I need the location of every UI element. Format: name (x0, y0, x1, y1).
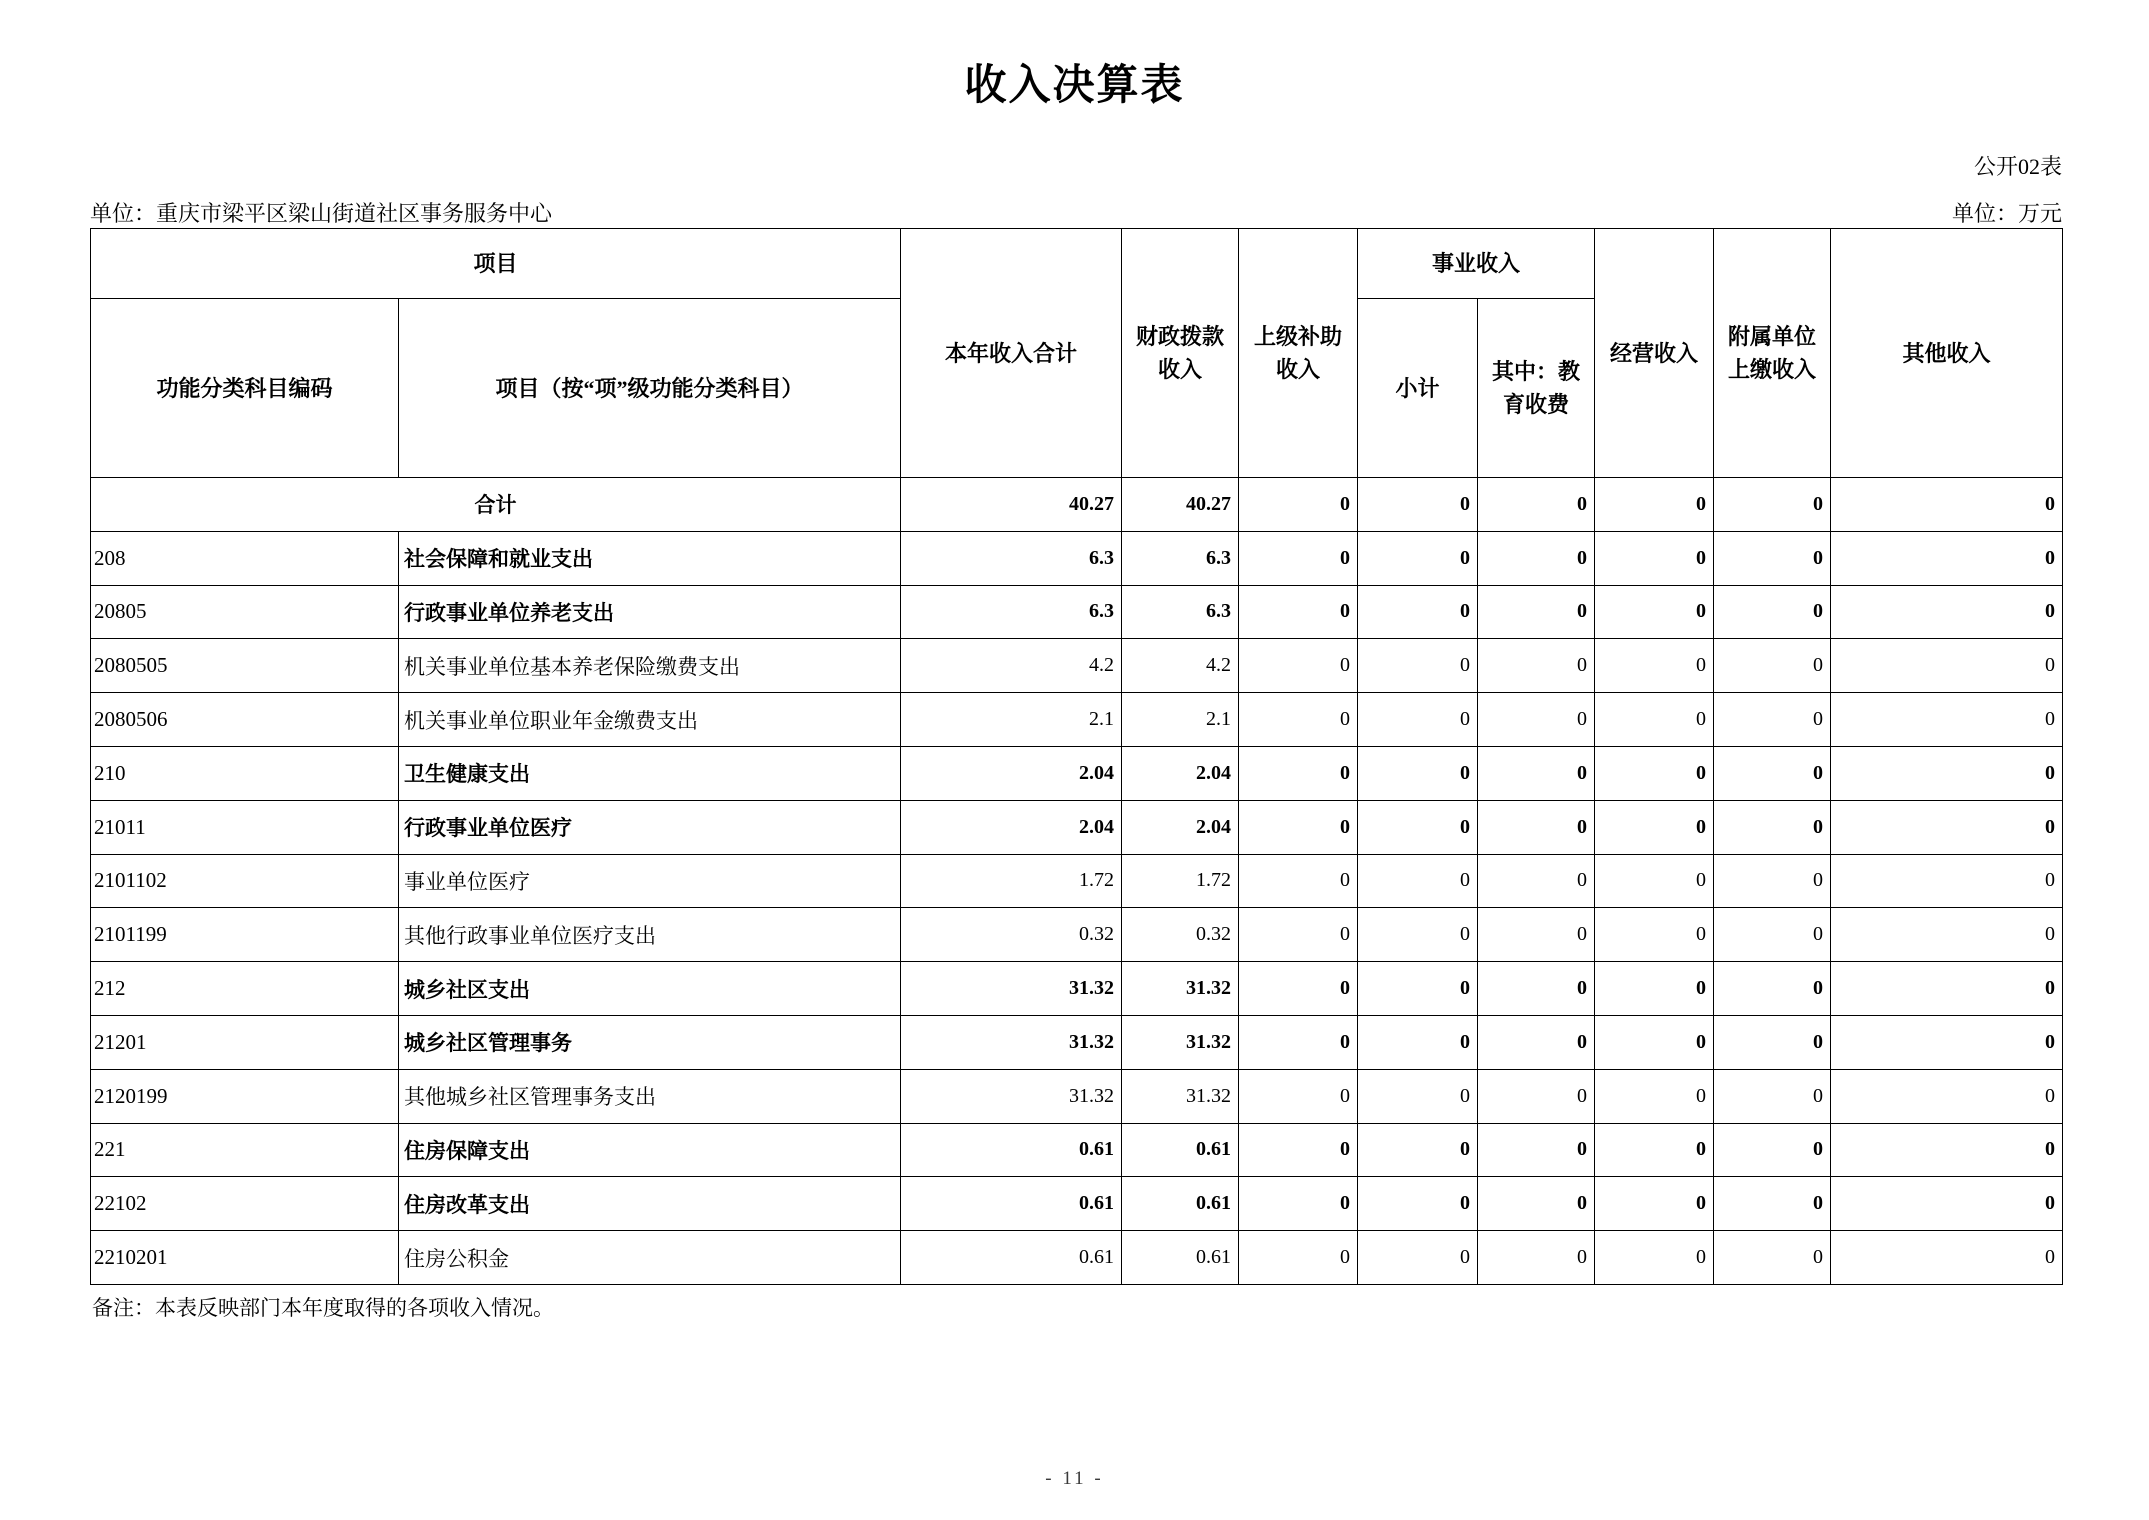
row-value: 2.04 (901, 800, 1122, 854)
row-value: 0 (1358, 531, 1478, 585)
row-value: 0 (1831, 585, 2063, 639)
income-final-accounts-table (90, 228, 2063, 1285)
table-row (91, 908, 2063, 962)
header-item-name: 项目（按“项”级功能分类科目） (399, 299, 901, 478)
row-value: 0 (1831, 800, 2063, 854)
row-value: 0 (1478, 478, 1595, 532)
row-value: 0 (1831, 1123, 2063, 1177)
row-value: 0 (1831, 639, 2063, 693)
row-name: 住房改革支出 (399, 1177, 901, 1231)
row-name: 住房保障支出 (399, 1123, 901, 1177)
row-value: 0 (1478, 854, 1595, 908)
table-row (91, 531, 2063, 585)
row-value: 2.1 (1122, 693, 1239, 747)
row-value: 0 (1239, 908, 1358, 962)
row-value: 0.61 (901, 1123, 1122, 1177)
row-value: 0 (1595, 585, 1714, 639)
row-value: 2.04 (901, 746, 1122, 800)
currency-unit-label: 单位：万元 (1951, 201, 2062, 226)
row-value: 0 (1358, 854, 1478, 908)
row-code: 2101102 (91, 854, 399, 908)
row-value: 0 (1239, 1177, 1358, 1231)
row-value: 0 (1239, 693, 1358, 747)
row-name: 行政事业单位养老支出 (399, 585, 901, 639)
row-value: 0 (1831, 1231, 2063, 1285)
row-name: 城乡社区管理事务 (399, 1015, 901, 1069)
row-code: 212 (91, 962, 399, 1016)
row-code: 221 (91, 1123, 399, 1177)
table-row (91, 1015, 2063, 1069)
row-value: 0 (1714, 908, 1831, 962)
row-value: 0 (1478, 693, 1595, 747)
row-value: 0 (1358, 746, 1478, 800)
header-total-income: 本年收入合计 (901, 229, 1122, 478)
table-row (91, 1123, 2063, 1177)
row-value: 0 (1239, 800, 1358, 854)
row-value: 0 (1595, 1177, 1714, 1231)
row-value: 0 (1478, 1177, 1595, 1231)
row-value: 0 (1831, 693, 2063, 747)
row-value: 2.04 (1122, 746, 1239, 800)
row-value: 0 (1239, 585, 1358, 639)
row-value: 0 (1358, 478, 1478, 532)
header-function-code: 功能分类科目编码 (91, 299, 399, 478)
row-value: 0 (1478, 962, 1595, 1016)
row-value: 2.04 (1122, 800, 1239, 854)
row-value: 0 (1478, 585, 1595, 639)
row-value: 0 (1358, 639, 1478, 693)
row-value: 0 (1595, 531, 1714, 585)
row-value: 0 (1714, 531, 1831, 585)
row-value: 0 (1358, 1177, 1478, 1231)
row-total-label: 合计 (91, 478, 901, 532)
page-title: 收入决算表 (964, 63, 1185, 109)
row-value: 0 (1595, 1069, 1714, 1123)
row-value: 0 (1831, 746, 2063, 800)
row-name: 机关事业单位职业年金缴费支出 (399, 693, 901, 747)
row-value: 1.72 (1122, 854, 1239, 908)
row-value: 0 (1595, 478, 1714, 532)
row-value: 0 (1239, 531, 1358, 585)
row-value: 0 (1714, 478, 1831, 532)
row-value: 40.27 (1122, 478, 1239, 532)
row-value: 0 (1478, 1015, 1595, 1069)
header-subtotal: 小计 (1358, 299, 1478, 478)
row-value: 0 (1595, 639, 1714, 693)
row-value: 0 (1595, 800, 1714, 854)
row-value: 0 (1358, 908, 1478, 962)
row-name: 行政事业单位医疗 (399, 800, 901, 854)
table-row (91, 854, 2063, 908)
header-fiscal-appropriation: 财政拨款收入 (1122, 229, 1239, 478)
table-code-label: 公开02表 (1973, 154, 2062, 179)
row-value: 0 (1714, 1177, 1831, 1231)
row-value: 6.3 (901, 585, 1122, 639)
row-value: 0 (1478, 1123, 1595, 1177)
row-value: 0.61 (1122, 1177, 1239, 1231)
row-value: 0 (1714, 1123, 1831, 1177)
row-value: 6.3 (1122, 531, 1239, 585)
row-code: 2120199 (91, 1069, 399, 1123)
row-value: 31.32 (1122, 962, 1239, 1016)
row-value: 0 (1714, 639, 1831, 693)
row-value: 0 (1239, 1123, 1358, 1177)
row-value: 31.32 (1122, 1069, 1239, 1123)
row-value: 0 (1478, 800, 1595, 854)
header-education-fee: 其中：教育收费 (1478, 299, 1595, 478)
row-value: 0 (1478, 1231, 1595, 1285)
row-value: 0 (1478, 908, 1595, 962)
row-value: 31.32 (901, 1015, 1122, 1069)
row-value: 0 (1239, 1231, 1358, 1285)
footnote: 备注：本表反映部门本年度取得的各项收入情况。 (92, 1296, 554, 1320)
row-value: 2.1 (901, 693, 1122, 747)
table-row (91, 639, 2063, 693)
row-value: 0.32 (1122, 908, 1239, 962)
row-value: 0 (1714, 854, 1831, 908)
header-superior-subsidy: 上级补助收入 (1239, 229, 1358, 478)
header-business-income-group: 事业收入 (1358, 229, 1595, 299)
row-code: 21201 (91, 1015, 399, 1069)
row-name: 社会保障和就业支出 (399, 531, 901, 585)
row-value: 0 (1831, 478, 2063, 532)
row-value: 31.32 (901, 962, 1122, 1016)
row-value: 31.32 (1122, 1015, 1239, 1069)
row-value: 0 (1358, 1123, 1478, 1177)
row-value: 0 (1831, 1177, 2063, 1231)
row-name: 城乡社区支出 (399, 962, 901, 1016)
row-code: 210 (91, 746, 399, 800)
row-value: 0 (1478, 531, 1595, 585)
row-value: 0 (1358, 800, 1478, 854)
row-value: 0 (1239, 746, 1358, 800)
row-value: 40.27 (901, 478, 1122, 532)
row-value: 0 (1595, 1231, 1714, 1285)
table-row (91, 478, 2063, 532)
meta-row (90, 197, 2062, 228)
row-value: 0 (1595, 746, 1714, 800)
row-value: 1.72 (901, 854, 1122, 908)
table-row (91, 1231, 2063, 1285)
header-other-income: 其他收入 (1831, 229, 2063, 478)
row-code: 208 (91, 531, 399, 585)
row-value: 0 (1358, 1015, 1478, 1069)
row-value: 0 (1714, 693, 1831, 747)
table-row (91, 800, 2063, 854)
header-item-group: 项目 (91, 229, 901, 299)
table-header (91, 229, 2063, 478)
row-value: 4.2 (901, 639, 1122, 693)
row-value: 0 (1595, 1123, 1714, 1177)
row-value: 4.2 (1122, 639, 1239, 693)
row-value: 0 (1478, 1069, 1595, 1123)
row-value: 0 (1831, 531, 2063, 585)
row-name: 事业单位医疗 (399, 854, 901, 908)
row-value: 0 (1714, 1015, 1831, 1069)
row-code: 22102 (91, 1177, 399, 1231)
row-value: 0 (1358, 962, 1478, 1016)
unit-name-label: 单位：重庆市梁平区梁山街道社区事务服务中心 (90, 201, 553, 226)
header-row-groups (91, 229, 2063, 299)
row-value: 0 (1478, 746, 1595, 800)
row-value: 0 (1831, 1015, 2063, 1069)
row-name: 卫生健康支出 (399, 746, 901, 800)
table-row (91, 746, 2063, 800)
row-value: 0 (1714, 962, 1831, 1016)
row-value: 0 (1714, 1069, 1831, 1123)
row-code: 21011 (91, 800, 399, 854)
table-row (91, 693, 2063, 747)
row-value: 0 (1831, 962, 2063, 1016)
table-row (91, 1069, 2063, 1123)
table-body (91, 478, 2063, 1285)
row-value: 0 (1239, 478, 1358, 532)
row-code: 20805 (91, 585, 399, 639)
row-value: 0 (1714, 585, 1831, 639)
row-value: 0.61 (1122, 1231, 1239, 1285)
row-code: 2080505 (91, 639, 399, 693)
row-value: 0 (1595, 693, 1714, 747)
row-value: 0 (1595, 854, 1714, 908)
row-value: 0 (1595, 1015, 1714, 1069)
row-value: 0 (1239, 639, 1358, 693)
header-affiliated-income: 附属单位上缴收入 (1714, 229, 1831, 478)
row-value: 0.61 (901, 1177, 1122, 1231)
table-row (91, 1177, 2063, 1231)
row-value: 0.61 (1122, 1123, 1239, 1177)
row-value: 0 (1714, 800, 1831, 854)
row-value: 0 (1239, 1015, 1358, 1069)
row-value: 0 (1358, 693, 1478, 747)
row-value: 0.32 (901, 908, 1122, 962)
row-code: 2080506 (91, 693, 399, 747)
row-value: 0 (1595, 962, 1714, 1016)
table-row (91, 585, 2063, 639)
row-value: 0 (1595, 908, 1714, 962)
row-value: 0 (1239, 1069, 1358, 1123)
row-value: 6.3 (901, 531, 1122, 585)
row-value: 0 (1714, 1231, 1831, 1285)
row-value: 6.3 (1122, 585, 1239, 639)
row-value: 0 (1358, 1069, 1478, 1123)
row-name: 其他城乡社区管理事务支出 (399, 1069, 901, 1123)
row-code: 2101199 (91, 908, 399, 962)
row-value: 0 (1714, 746, 1831, 800)
row-name: 机关事业单位基本养老保险缴费支出 (399, 639, 901, 693)
row-value: 0 (1239, 854, 1358, 908)
row-value: 0.61 (901, 1231, 1122, 1285)
header-operating-income: 经营收入 (1595, 229, 1714, 478)
row-value: 0 (1478, 639, 1595, 693)
row-name: 其他行政事业单位医疗支出 (399, 908, 901, 962)
table-row (91, 962, 2063, 1016)
row-value: 0 (1831, 1069, 2063, 1123)
row-value: 0 (1358, 1231, 1478, 1285)
page-number: - 11 - (1045, 1468, 1104, 1489)
row-value: 31.32 (901, 1069, 1122, 1123)
row-value: 0 (1831, 908, 2063, 962)
row-code: 2210201 (91, 1231, 399, 1285)
row-name: 住房公积金 (399, 1231, 901, 1285)
row-value: 0 (1831, 854, 2063, 908)
row-value: 0 (1239, 962, 1358, 1016)
row-value: 0 (1358, 585, 1478, 639)
